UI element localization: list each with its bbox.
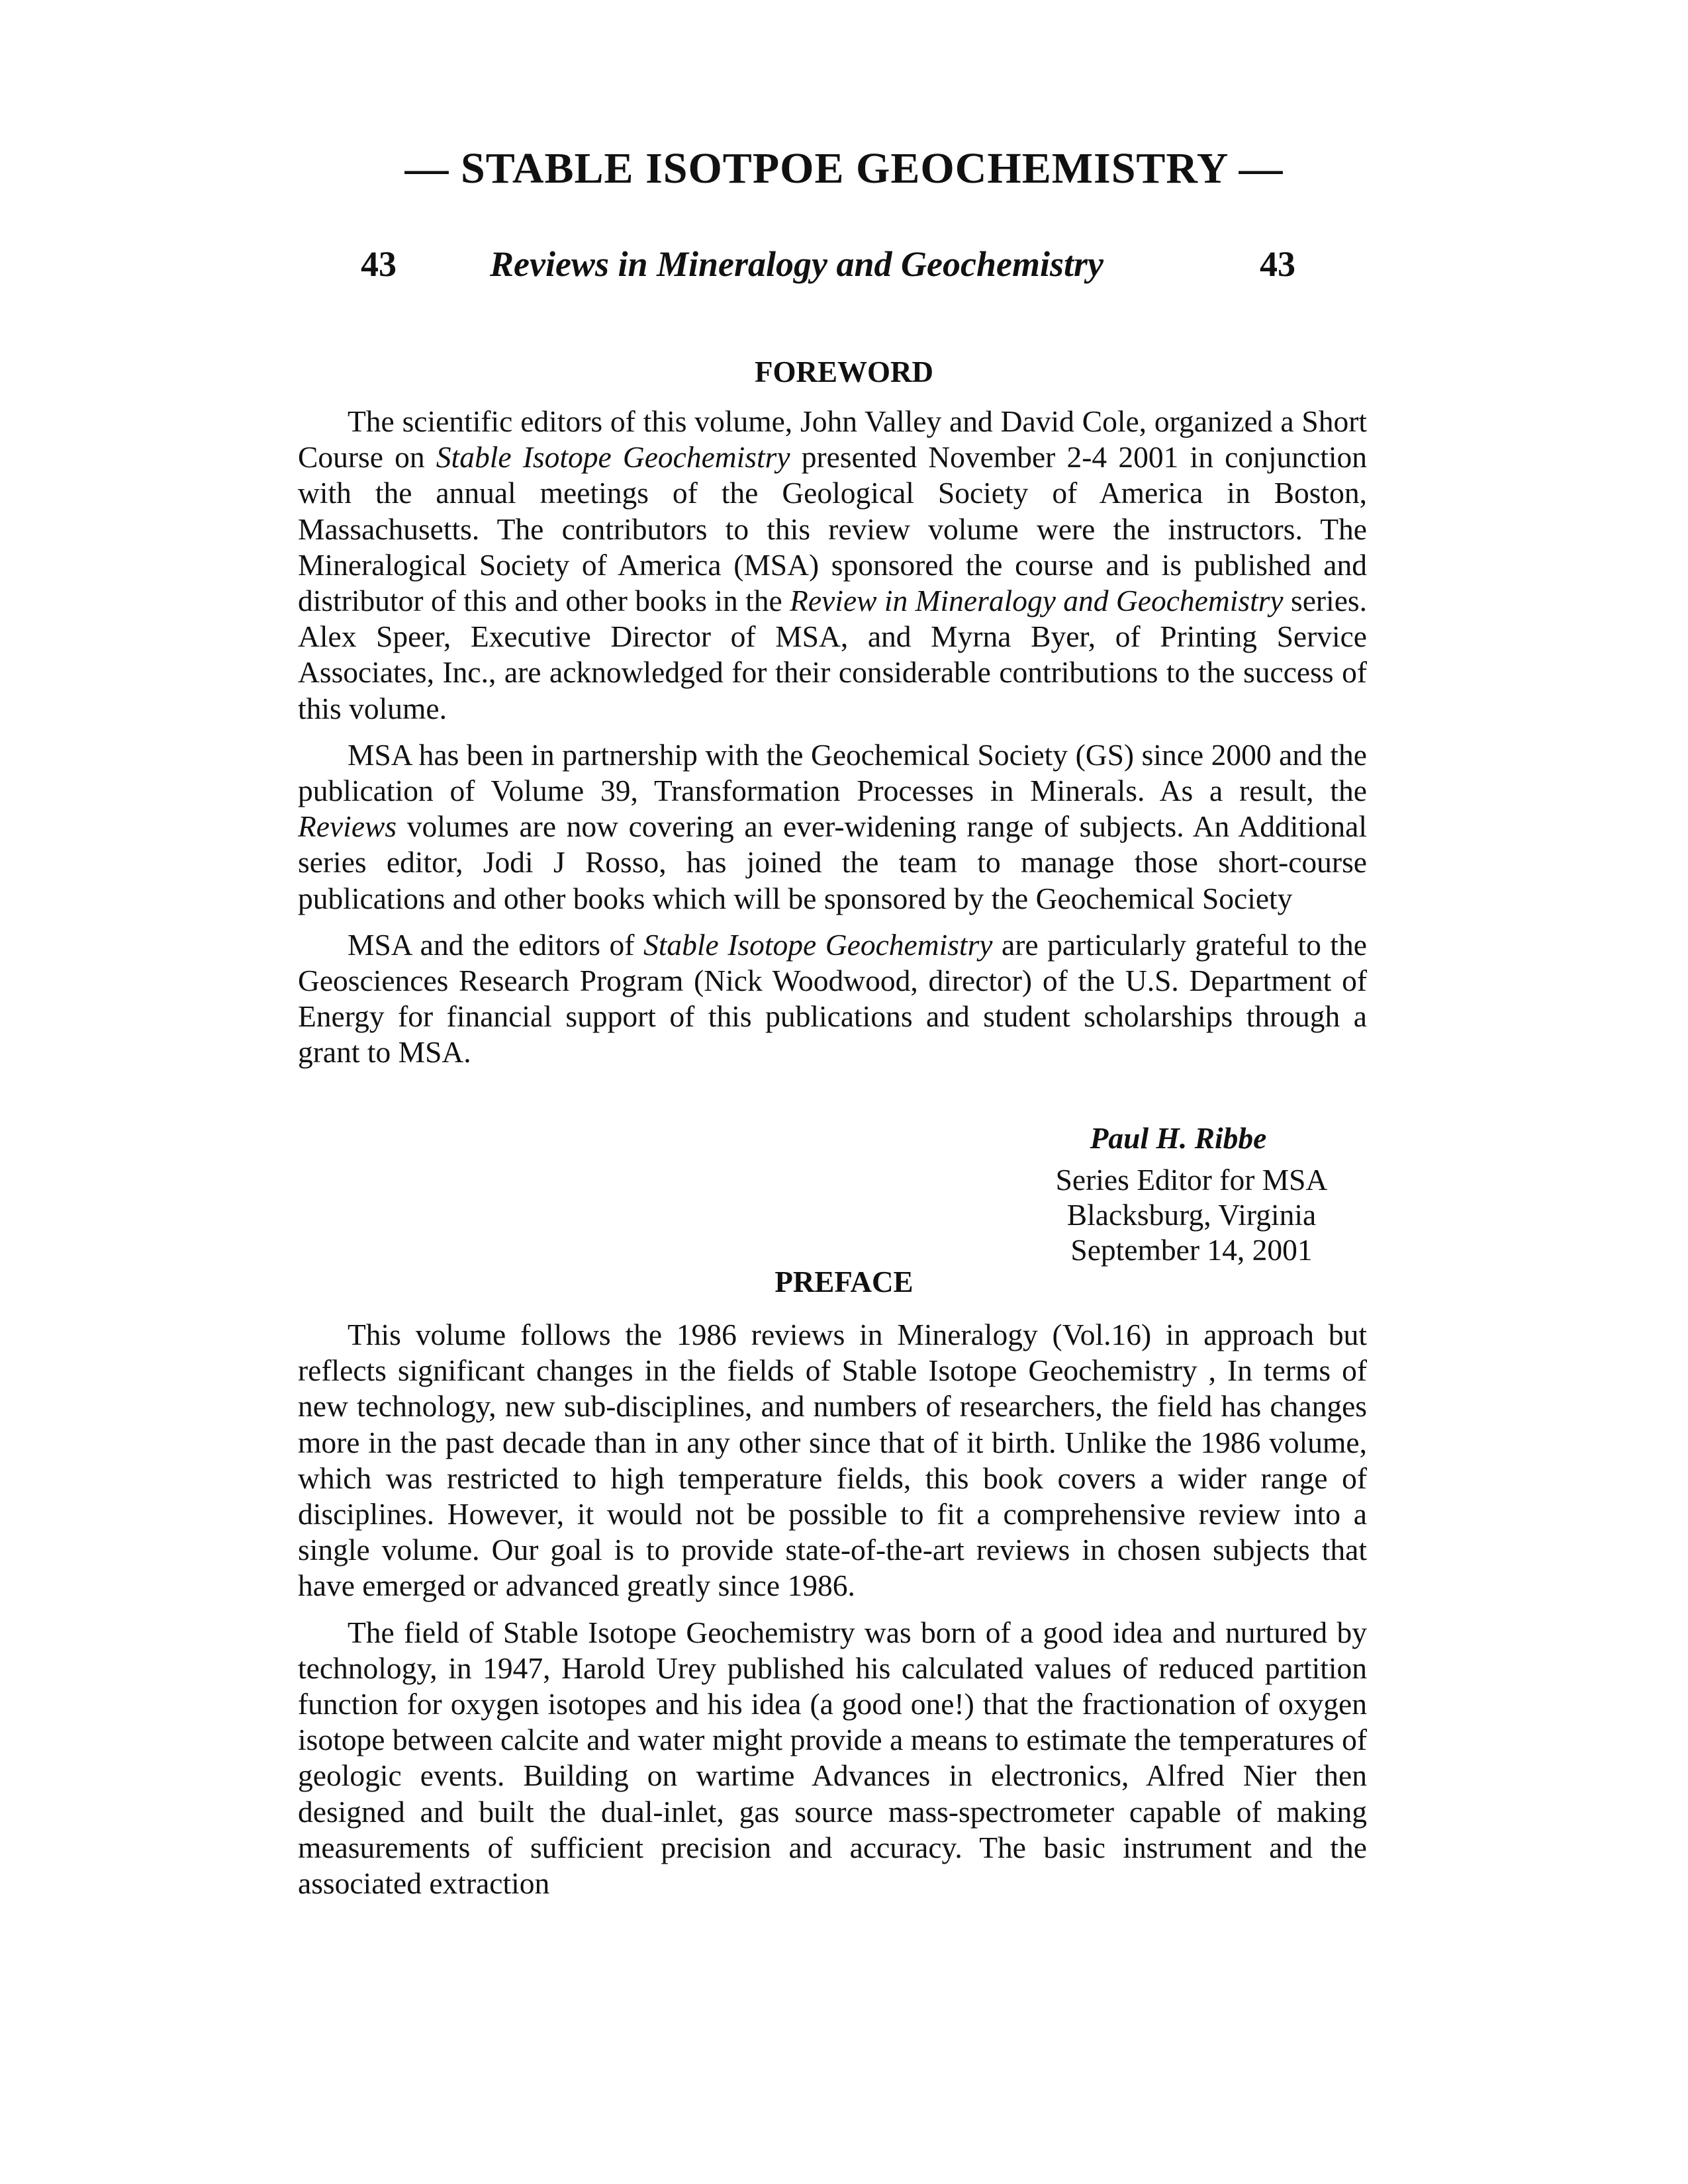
foreword-paragraph-3 (298, 927, 1367, 1071)
text-run: are particularly grateful to the Geosciences Research Program (Nick Woodwood, director) of the U.S. Department of Energy for financial support of this publications and student scholarships through a grant to MSA. (298, 927, 1367, 1069)
signature-date: September 14, 2001 (1070, 1233, 1313, 1267)
foreword-paragraph-1 (298, 404, 1367, 727)
signature-place: Blacksburg, Virginia (1066, 1198, 1317, 1232)
book-title: — STABLE ISOTPOE GEOCHEMISTRY — (404, 144, 1284, 193)
text-run: presented November 2-4 2001 in conjunction with the annual meetings of the Geological Society of America in Boston, Massachusetts. The contributors to this review volume were the instructors. The Mineralogical Society of America (MSA) sponsored the course and is published and distributor of this and other books in the (298, 440, 1367, 618)
volume-number-right: 43 (1260, 244, 1295, 284)
preface-paragraph-2: The field of Stable Isotope Geochemistry was born of a good idea and nurtured by technology, in 1947, Harold Urey published his calculated values of reduced partition function for oxygen isotopes and his idea (a good one!) that the fractionation of oxygen isotope between calcite and water might provide a means to estimate the temperatures of geologic events. Building on wartime Advances in electronics, Alfred Nier then designed and built the dual-inlet, gas source mass-spectrometer capable of making measurements of sufficient precision and accuracy. The basic instrument and the associated extraction (298, 1615, 1367, 1901)
italic-title: Stable Isotope Geochemistry (643, 927, 993, 962)
italic-title: Reviews (298, 809, 397, 844)
italic-title: Review in Mineralogy and Geochemistry (790, 584, 1284, 618)
italic-title: Stable Isotope Geochemistry (436, 440, 790, 475)
text-run: MSA and the editors of (348, 927, 643, 962)
foreword-body (298, 404, 1367, 1081)
signature-role: Series Editor for MSA (1055, 1163, 1328, 1197)
text-run: MSA has been in partnership with the Geochemical Society (GS) since 2000 and the publication of Volume 39, Transformation Processes in Minerals. As a result, the (298, 737, 1367, 808)
foreword-paragraph-2 (298, 737, 1367, 917)
foreword-heading: FOREWORD (755, 355, 933, 388)
text-run: volumes are now covering an ever-widening range of subjects. An Additional series editor, Jodi J Rosso, has joined the team to manage those short-course publications and other books which will be sponsored by the Geochemical Society (298, 809, 1367, 915)
preface-paragraph-1: This volume follows the 1986 reviews in Mineralogy (Vol.16) in approach but reflects significant changes in the fields of Stable Isotope Geochemistry , In terms of new technology, new sub-disciplines, and numbers of researchers, the field has changes more in the past decade than in any other since that of it birth. Unlike the 1986 volume, which was restricted to high temperature fields, this book covers a wider range of disciplines. However, it would not be possible to fit a comprehensive review into a single volume. Our goal is to provide state-of-the-art reviews in chosen subjects that have emerged or advanced greatly since 1986. (298, 1318, 1367, 1603)
text-run: The scientific editors of this volume, John Valley and David Cole, organized a Short Course on (298, 404, 1367, 475)
preface-heading: PREFACE (774, 1265, 914, 1298)
series-title: Reviews in Mineralogy and Geochemistry (490, 244, 1103, 284)
signature-name: Paul H. Ribbe (1090, 1121, 1267, 1155)
volume-number-left: 43 (361, 244, 397, 284)
preface-body (298, 1317, 1367, 1912)
text-run: series. Alex Speer, Executive Director of MSA, and Myrna Byer, of Printing Service Associates, Inc., are acknowledged for their considerable contributions to the success of this volume. (298, 584, 1367, 725)
